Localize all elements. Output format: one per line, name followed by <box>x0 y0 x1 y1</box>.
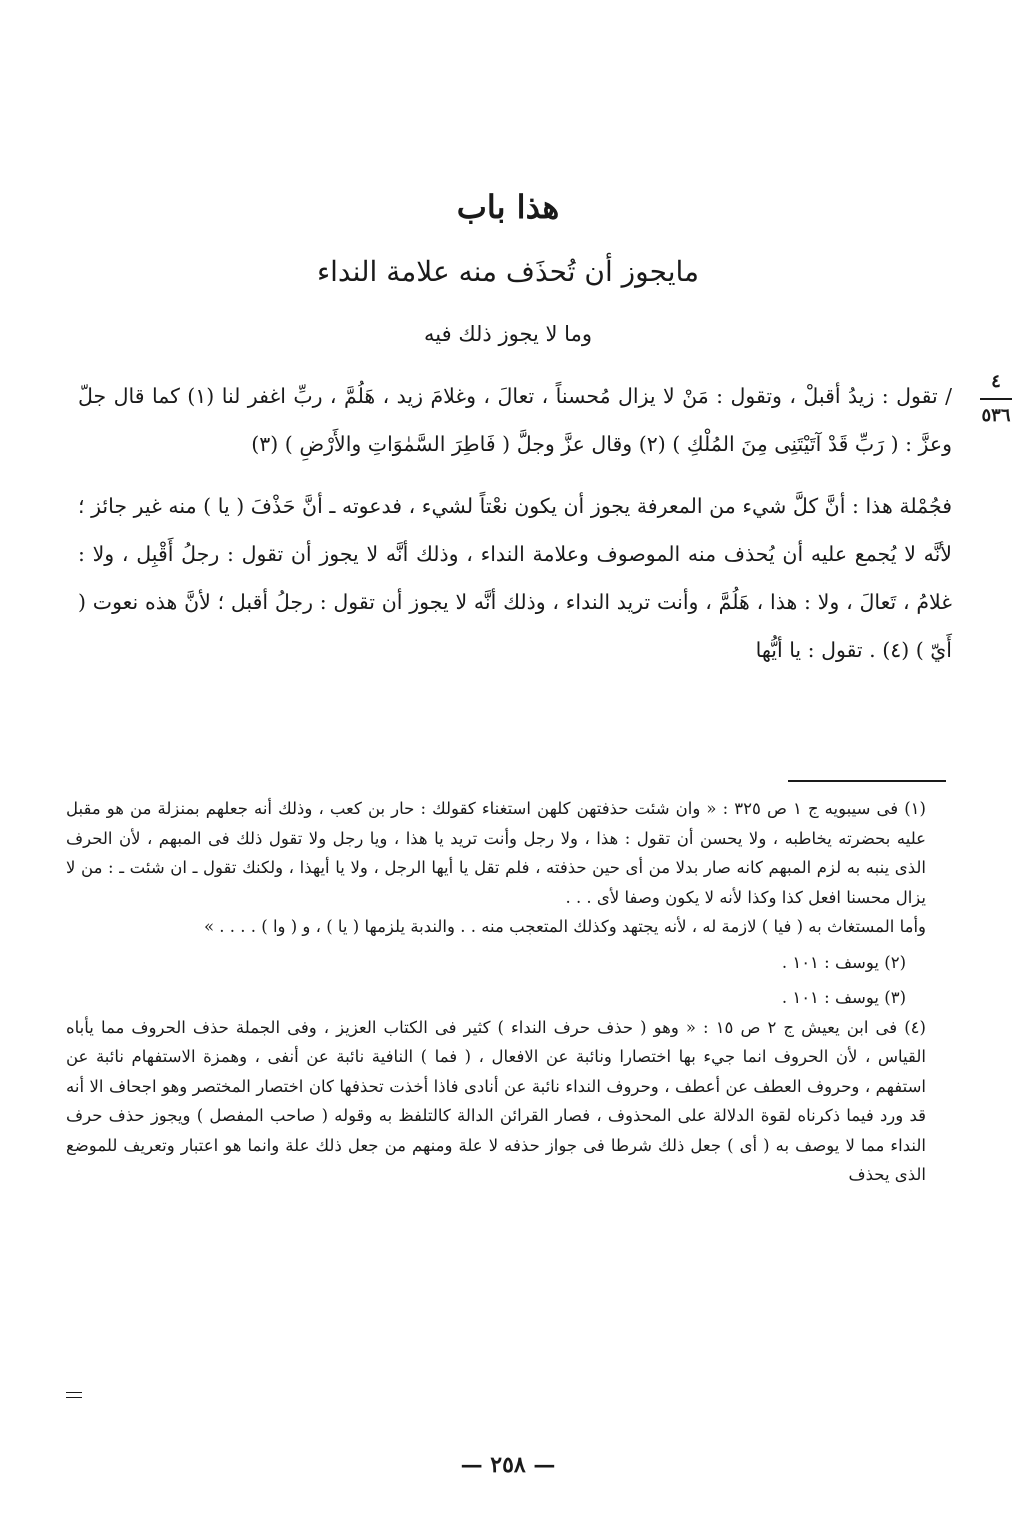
chapter-title: هذا باب <box>456 188 560 226</box>
footnote-divider <box>788 780 946 782</box>
footnote-4: (٤) فى ابن يعيش ج ٢ ص ١٥ : « وهو ( حذف حرف النداء ) كثير فى الكتاب العزيز ، وفى الجملة حذف الحروف مما يأباه القياس ، لأن الحروف انما جيء بها اختصارا ونائبة عن الافعال ، ( فما ) النافية نائبة عن أنفى ، وهمزة الاستفهام نائبة عن استفهم ، وحروف العطف عن أعطف ، وحروف النداء نائبة عن أنادى فاذا أخذت تحذفها كان اختصار المختصر وهو اجحاف الا أنه قد ورد فيما ذكرناه لقوة الدلالة على المحذوف ، فصار القرائن الدالة كالتلفظ به وقوله ( صاحب المفصل ) ويجوز حذف حرف النداء مما لا يوصف به ( أى ) جعل ذلك شرطا فى جواز حذفه لا علة ومنهم من جعل ذلك علة وانما هو اعتبار وتعريف للموضع الذى يحذف <box>66 1017 926 1184</box>
margin-reference <box>976 368 1016 430</box>
footnotes <box>66 794 954 1190</box>
footnote-3: (٣) يوسف : ١٠١ . <box>781 988 906 1007</box>
continuation-mark <box>66 1392 82 1398</box>
chapter-subtitle: مايجوز أن تُحذَف منه علامة النداء <box>316 255 700 288</box>
margin-rule <box>980 398 1012 400</box>
margin-page-number: ٥٣٦ <box>981 405 1011 426</box>
footnote-1-continued: وأما المستغاث به ( فيا ) لازمة له ، لأنه يجتهد وكذلك المتعجب منه . . والندبة يلزمها ( يا ) ، و ( وا ) . . . . » <box>203 917 926 936</box>
main-paragraph-2: فجُمْلة هذا : أنَّ كلَّ شيء من المعرفة يجوز أن يكون نعْتاً لشيء ، فدعوته ـ أنَّ حَذْفَ ( يا ) منه غير جائز ؛ لأنَّه لا يُجمع عليه أن يُحذف منه الموصوف وعلامة النداء ، وذلك أنَّه لا يجوز أن تقول : رجلُ أَقْبِل ، ولا : غلامُ ، تَعالَ ، ولا : هذا ، هَلُمَّ ، وأنت تريد النداء ، وذلك أنَّه لا يجوز أن تقول : رجلُ أقبل ؛ لأنَّ هذه نعوت ( أَيّ ) (٤) . تقول : يا أيُّها <box>78 494 952 662</box>
footnote-1: (١) فى سيبويه ج ١ ص ٣٢٥ : « وان شئت حذفتهن كلهن استغناء كقولك : حار بن كعب ، وذلك أنه جعلهم بمنزلة من هو مقبل عليه بحضرته يخاطبه ، ولا يحسن أن تقول : هذا ، ولا رجل وأنت تريد يا هذا ، ويا رجل ولا تقول ذلك فى المبهم ، لأن الحرف الذى ينبه به لزم المبهم كانه صار بدلا من أى حين حذفته ، فلم تقل يا أيها الرجل ، ولا يا أيهذا ، ولكنك تقول ـ ان شئت ـ : من لا يزال محسنا افعل كذا وكذا لأنه لا يكون وصفا لأى . . . <box>66 799 927 907</box>
main-text <box>78 372 952 674</box>
footnote-2: (٢) يوسف : ١٠١ . <box>781 952 906 972</box>
page-number: — ٢٥٨ — <box>460 1452 556 1478</box>
main-paragraph-1: / تقول : زيدُ أقبلْ ، وتقول : مَنْ لا يزال مُحسناً ، تعالَ ، وغلامَ زيد ، هَلُمَّ ، ربِّ اغفر لنا (١) كما قال جلّ وعزَّ : ( رَبِّ قَدْ آتَيْتَنِى مِنَ المُلْكِ ) (٢) وقال عزَّ وجلَّ ( فَاطِرَ السَّمٰوَاتِ والأَرْضِ ) (٣) <box>78 384 953 456</box>
margin-volume-number: ٤ <box>991 371 1001 392</box>
chapter-subsubtitle: وما لا يجوز ذلك فيه <box>424 322 592 346</box>
